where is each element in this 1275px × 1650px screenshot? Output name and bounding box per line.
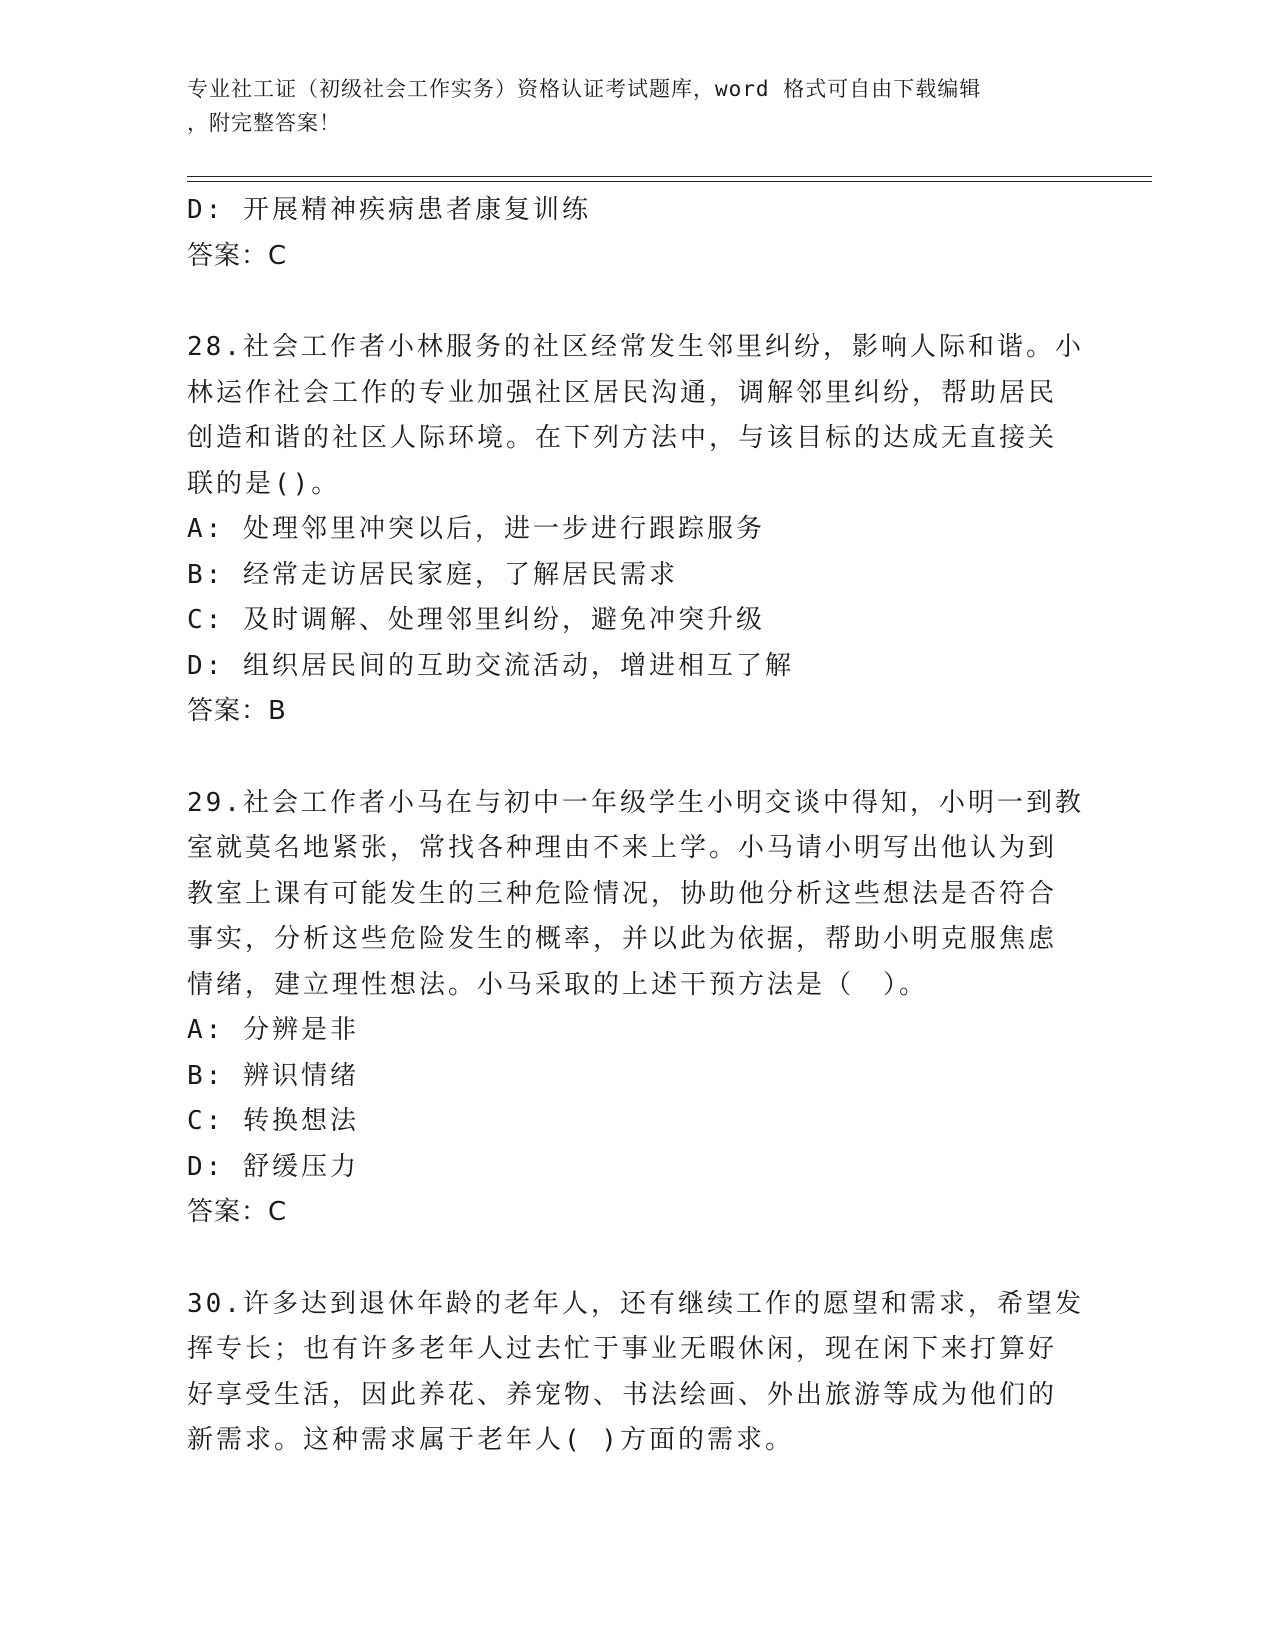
option-a: A: 处理邻里冲突以后，进一步进行跟踪服务 [187,514,765,544]
document-header [187,72,1067,140]
option-b: B: 经常走访居民家庭，了解居民需求 [187,559,678,590]
question-30 [187,1282,1087,1464]
question-stem-line: 29.社会工作者小马在与初中一年级学生小明交谈中得知，小明一到教 [187,787,1084,818]
header-line-2: ，附完整答案！ [187,111,341,135]
question-stem-line: 联的是()。 [187,468,341,499]
option-c: C: 转换想法 [187,1106,359,1136]
spacer [187,279,1087,325]
question-stem-line: 28.社会工作者小林服务的社区经常发生邻里纠纷，影响人际和谐。小 [187,332,1084,362]
header-divider-top [187,176,1152,177]
prev-question [187,188,1087,279]
answer: 答案：C [187,1197,288,1227]
option-d: D: 舒缓压力 [187,1151,359,1182]
header-divider-bottom [187,181,1152,182]
question-stem-line: 好享受生活，因此养花、养宠物、书法绘画、外出旅游等成为他们的 [187,1379,1058,1410]
question-stem-line: 室就莫名地紧张，常找各种理由不来上学。小马请小明写出他认为到 [187,833,1058,863]
spacer [187,735,1087,781]
question-content [187,188,1087,1464]
question-stem-line: 新需求。这种需求属于老年人( )方面的需求。 [187,1425,794,1455]
option-d: D: 组织居民间的互助交流活动，增进相互了解 [187,650,794,681]
question-stem-line: 事实，分析这些危险发生的概率，并以此为依据，帮助小明克服焦虑 [187,924,1058,954]
question-stem-line: 情绪，建立理性想法。小马采取的上述干预方法是（ ）。 [187,969,929,1000]
question-stem-line: 创造和谐的社区人际环境。在下列方法中，与该目标的达成无直接关 [187,423,1058,453]
spacer [187,1236,1087,1282]
question-stem-line: 挥专长；也有许多老年人过去忙于事业无暇休闲，现在闲下来打算好 [187,1334,1058,1364]
answer: 答案：B [187,696,287,726]
option-c: C: 及时调解、处理邻里纠纷，避免冲突升级 [187,605,765,635]
question-28 [187,325,1087,735]
answer: 答案：C [187,240,288,271]
header-line-1: 专业社工证（初级社会工作实务）资格认证考试题库，word 格式可自由下载编辑 [187,77,982,101]
option-a: A: 分辨是非 [187,1015,359,1045]
option-d: D: 开展精神疾病患者康复训练 [187,195,591,225]
question-stem-line: 林运作社会工作的专业加强社区居民沟通，调解邻里纠纷，帮助居民 [187,377,1058,408]
question-stem-line: 30.许多达到退休年龄的老年人，还有继续工作的愿望和需求，希望发 [187,1288,1084,1319]
option-b: B: 辨识情绪 [187,1060,359,1091]
question-stem-line: 教室上课有可能发生的三种危险情况，协助他分析这些想法是否符合 [187,878,1058,909]
question-29 [187,781,1087,1236]
